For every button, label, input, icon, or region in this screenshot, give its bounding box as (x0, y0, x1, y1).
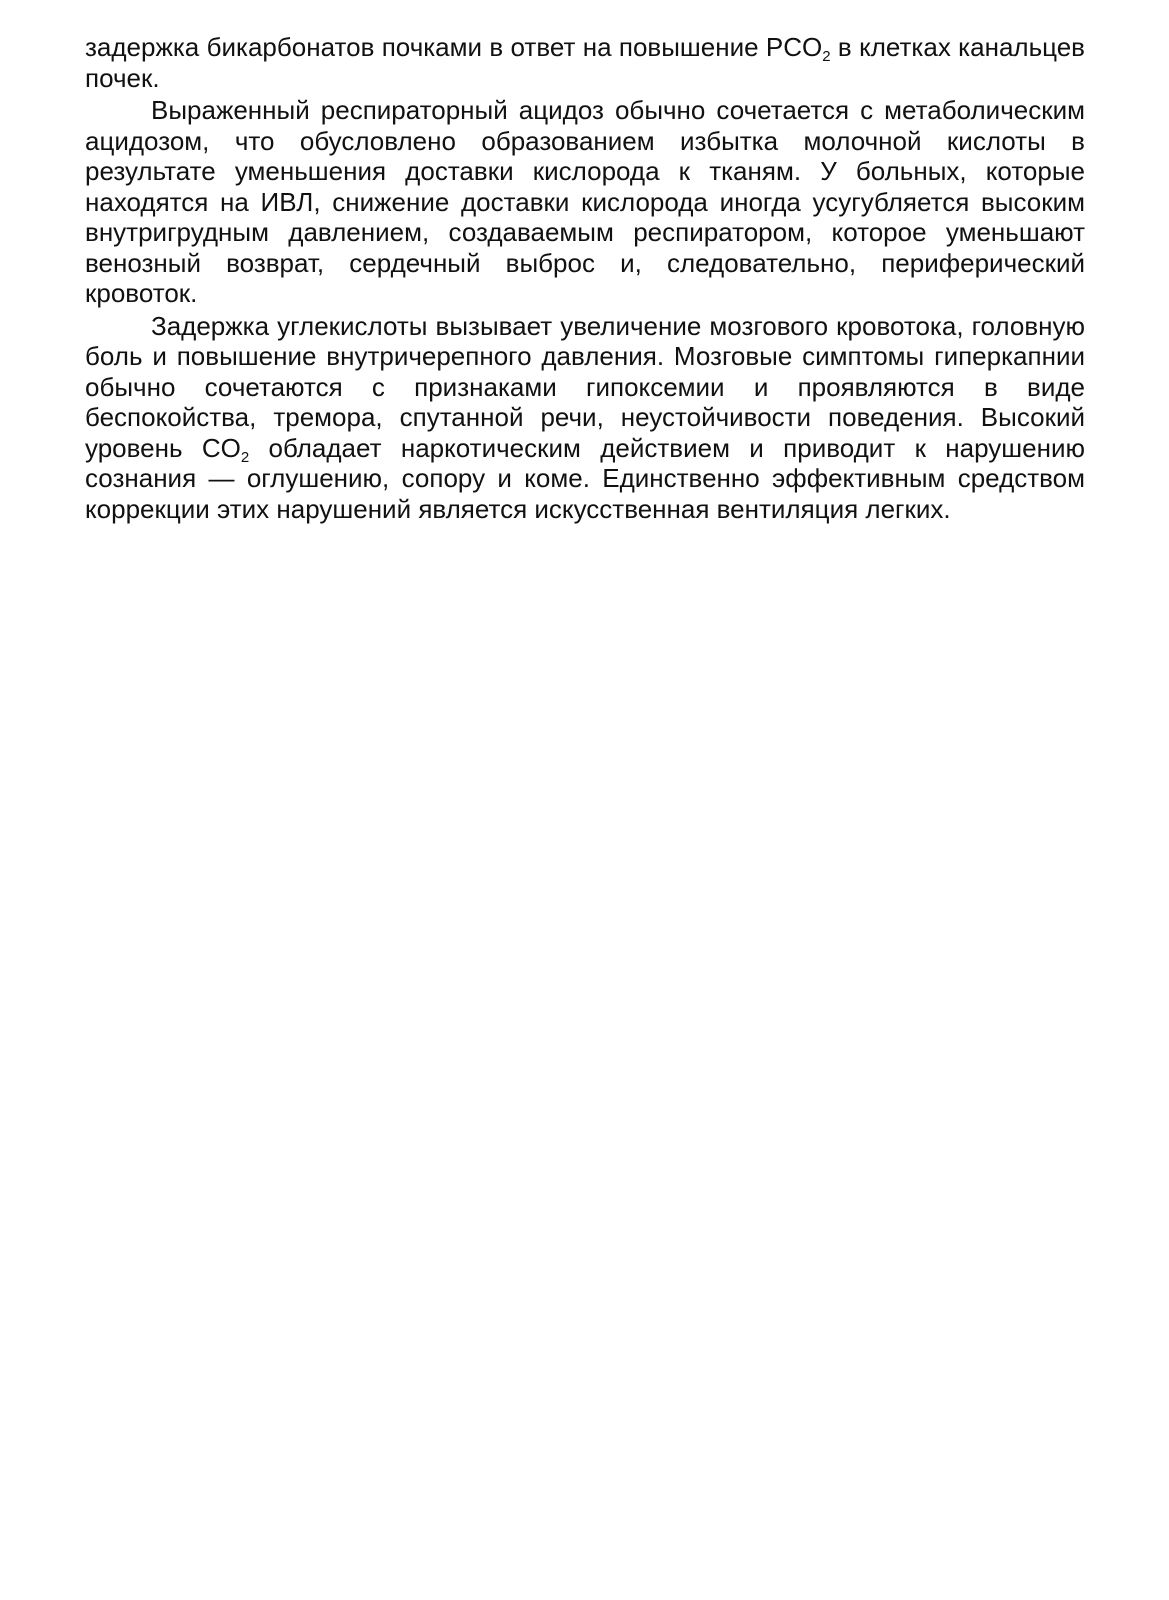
paragraph-text: в клетках канальцев почек. (85, 32, 1085, 93)
document-page (85, 32, 1085, 526)
paragraph-text: Задержка углекислоты вызывает увеличение мозгового кровотока, головную боль и повышение внутричерепного давления. Мозговые симптомы гиперкапнии обычно сочетаются с признаками гипоксемии и проявляются в виде беспокойства, тремора, спутанной речи, неустойчивости поведения. Высокий уровень CO (85, 310, 1085, 463)
subscript: 2 (822, 48, 831, 65)
subscript: 2 (240, 448, 250, 466)
paragraph-text: обладает наркотическим действием и приводит к нарушению сознания — оглушению, сопору и коме. Единственно эффективным средством коррекции этих нарушений является искусственная вентиляция легких. (85, 432, 1085, 524)
paragraph-text: задержка бикарбонатов почками в ответ на повышение PCO (85, 32, 823, 62)
paragraph-respiratory-acidosis: Выраженный респираторный ацидоз обычно сочетается с метаболическим ацидозом, что обусловлено образованием избытка молочной кислоты в результате уменьшения доставки кислорода к тканям. У больных, которые находятся на ИВЛ, снижение доставки кислорода иногда усугубляется высоким внутригрудным давлением, создаваемым респиратором, которое уменьшают венозный возврат, сердечный выброс и, следовательно, периферический кровоток. (85, 95, 1085, 308)
paragraph-hypercapnia (85, 311, 1085, 525)
paragraph-continuation (85, 32, 1085, 93)
